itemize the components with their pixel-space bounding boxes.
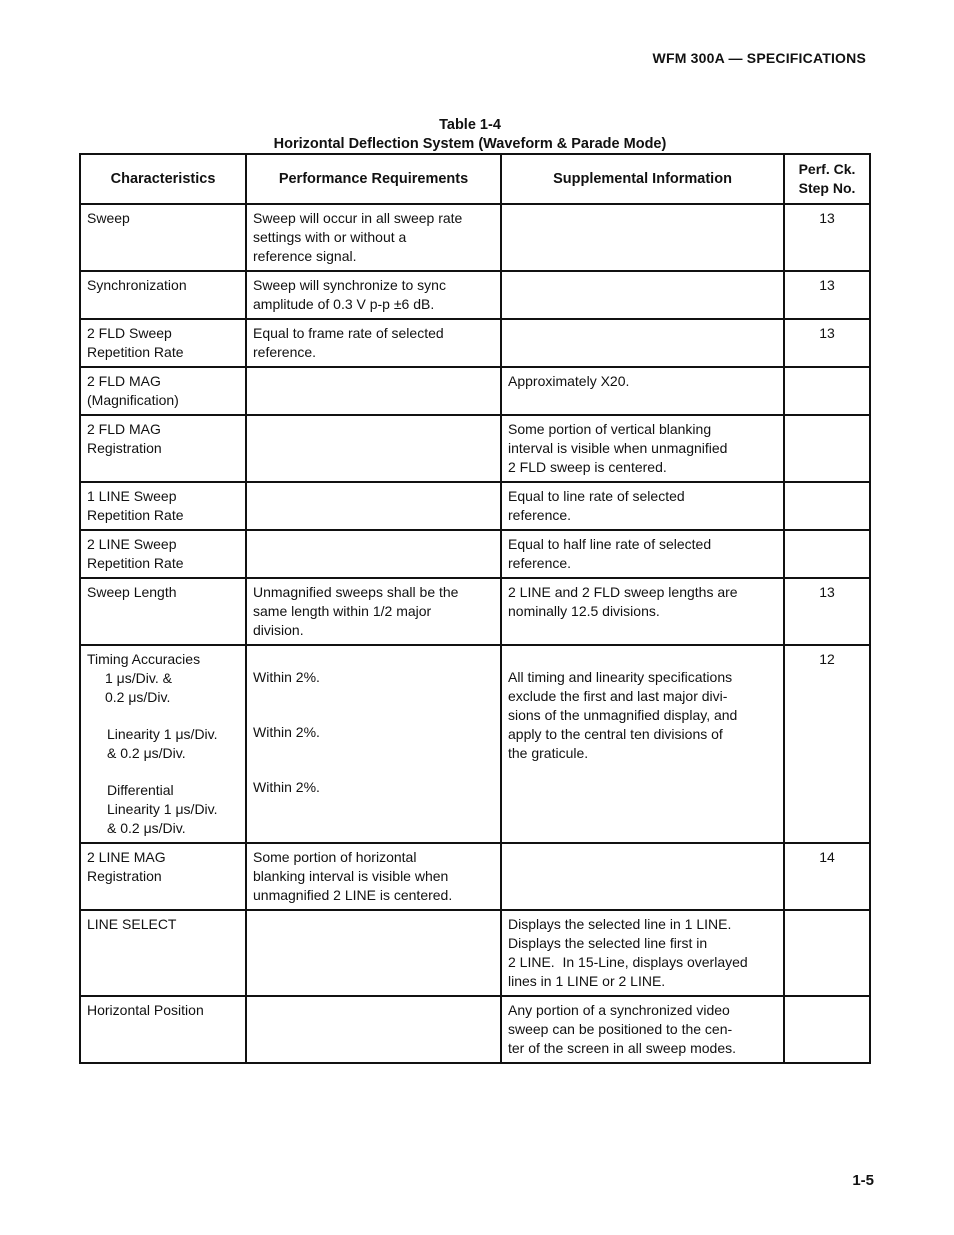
cell-step-number: 13 bbox=[784, 271, 870, 319]
cell-line: Unmagnified sweeps shall be the bbox=[253, 584, 459, 600]
cell-supplemental bbox=[501, 645, 784, 843]
cell-line: 2 LINE MAG bbox=[87, 849, 166, 865]
cell-supplemental bbox=[501, 271, 784, 319]
cell-line: 2 FLD MAG bbox=[87, 421, 161, 437]
table-row bbox=[80, 415, 870, 482]
cell-line: Sweep Length bbox=[87, 584, 177, 600]
cell-characteristic bbox=[80, 415, 246, 482]
column-header-performance: Performance Requirements bbox=[246, 154, 501, 204]
table-row bbox=[80, 367, 870, 415]
cell-line: Within 2%. bbox=[253, 724, 320, 740]
cell-line: division. bbox=[253, 622, 304, 638]
cell-supplemental bbox=[501, 910, 784, 996]
cell-performance bbox=[246, 204, 501, 271]
cell-line: Equal to half line rate of selected bbox=[508, 536, 712, 552]
cell-step-number: 12 bbox=[784, 645, 870, 843]
table-title: Horizontal Deflection System (Waveform & Parade Mode) bbox=[273, 136, 667, 152]
table-row bbox=[80, 996, 870, 1063]
cell-line: reference. bbox=[508, 555, 572, 571]
cell-line: Sweep will occur in all sweep rate bbox=[253, 210, 463, 226]
cell-line: interval is visible when unmagnified bbox=[508, 440, 728, 456]
cell-step-number: 14 bbox=[784, 843, 870, 910]
cell-line: same length within 1/2 major bbox=[253, 603, 432, 619]
cell-step-number bbox=[784, 367, 870, 415]
cell-line: & 0.2 μs/Div. bbox=[107, 820, 186, 836]
cell-line: 2 FLD Sweep bbox=[87, 325, 172, 341]
cell-line: Sweep bbox=[87, 210, 130, 226]
cell-line: Within 2%. bbox=[253, 669, 320, 685]
cell-line: sions of the unmagnified display, and bbox=[508, 707, 738, 723]
cell-supplemental bbox=[501, 843, 784, 910]
table-row bbox=[80, 843, 870, 910]
cell-line: 2 FLD sweep is centered. bbox=[508, 459, 667, 475]
column-header-step bbox=[784, 154, 870, 204]
cell-step-number: 13 bbox=[784, 319, 870, 367]
cell-performance bbox=[246, 367, 501, 415]
cell-line: Repetition Rate bbox=[87, 555, 184, 571]
cell-line: Repetition Rate bbox=[87, 344, 184, 360]
page-header: WFM 300A — SPECIFICATIONS bbox=[652, 50, 866, 66]
cell-supplemental bbox=[501, 204, 784, 271]
cell-characteristic bbox=[80, 530, 246, 578]
table-row bbox=[80, 530, 870, 578]
cell-characteristic bbox=[80, 996, 246, 1063]
cell-performance bbox=[246, 530, 501, 578]
cell-supplemental bbox=[501, 530, 784, 578]
cell-line: LINE SELECT bbox=[87, 916, 177, 932]
cell-line: reference signal. bbox=[253, 248, 357, 264]
cell-line: Synchronization bbox=[87, 277, 187, 293]
cell-characteristic bbox=[80, 843, 246, 910]
cell-line: Linearity 1 μs/Div. bbox=[107, 726, 218, 742]
specifications-table bbox=[79, 153, 871, 1064]
cell-line: & 0.2 μs/Div. bbox=[107, 745, 186, 761]
cell-line: Some portion of horizontal bbox=[253, 849, 417, 865]
cell-line: Displays the selected line first in bbox=[508, 935, 708, 951]
cell-step-number bbox=[784, 910, 870, 996]
table-row-timing-accuracies bbox=[80, 645, 870, 843]
cell-line: (Magnification) bbox=[87, 392, 179, 408]
cell-characteristic bbox=[80, 910, 246, 996]
cell-line: 2 LINE Sweep bbox=[87, 536, 177, 552]
cell-line: Some portion of vertical blanking bbox=[508, 421, 712, 437]
cell-line: unmagnified 2 LINE is centered. bbox=[253, 887, 453, 903]
cell-line: reference. bbox=[253, 344, 317, 360]
cell-line: Linearity 1 μs/Div. bbox=[107, 801, 218, 817]
cell-line: Registration bbox=[87, 868, 162, 884]
column-header-characteristics: Characteristics bbox=[80, 154, 246, 204]
cell-line: Sweep will synchronize to sync bbox=[253, 277, 446, 293]
cell-characteristic bbox=[80, 578, 246, 645]
cell-line: 1 μs/Div. & bbox=[105, 670, 172, 686]
cell-line: Equal to frame rate of selected bbox=[253, 325, 444, 341]
cell-performance bbox=[246, 578, 501, 645]
cell-characteristic bbox=[80, 319, 246, 367]
cell-line: sweep can be positioned to the cen- bbox=[508, 1021, 733, 1037]
cell-line: All timing and linearity specifications bbox=[508, 669, 733, 685]
cell-line: Approximately X20. bbox=[508, 373, 630, 389]
cell-step-number: 13 bbox=[784, 204, 870, 271]
cell-performance bbox=[246, 645, 501, 843]
cell-supplemental bbox=[501, 367, 784, 415]
cell-line: Registration bbox=[87, 440, 162, 456]
cell-characteristic bbox=[80, 204, 246, 271]
cell-performance bbox=[246, 415, 501, 482]
cell-line: Displays the selected line in 1 LINE. bbox=[508, 916, 732, 932]
cell-line: Differential bbox=[107, 782, 174, 798]
cell-line: the graticule. bbox=[508, 745, 589, 761]
cell-performance bbox=[246, 482, 501, 530]
cell-characteristic bbox=[80, 367, 246, 415]
cell-line: 0.2 μs/Div. bbox=[105, 689, 171, 705]
table-row bbox=[80, 204, 870, 271]
cell-line: nominally 12.5 divisions. bbox=[508, 603, 660, 619]
cell-performance bbox=[246, 271, 501, 319]
table-row bbox=[80, 578, 870, 645]
page-number: 1-5 bbox=[852, 1172, 874, 1189]
cell-performance bbox=[246, 996, 501, 1063]
step-header-line: Step No. bbox=[798, 180, 856, 196]
cell-step-number bbox=[784, 530, 870, 578]
cell-supplemental bbox=[501, 482, 784, 530]
cell-performance bbox=[246, 910, 501, 996]
cell-supplemental bbox=[501, 578, 784, 645]
cell-line: 2 LINE and 2 FLD sweep lengths are bbox=[508, 584, 738, 600]
cell-line: 1 LINE Sweep bbox=[87, 488, 177, 504]
cell-performance bbox=[246, 319, 501, 367]
cell-supplemental bbox=[501, 415, 784, 482]
cell-line: 2 FLD MAG bbox=[87, 373, 161, 389]
table-row bbox=[80, 910, 870, 996]
cell-step-number bbox=[784, 996, 870, 1063]
cell-line: Timing Accuracies bbox=[87, 651, 201, 667]
cell-line: reference. bbox=[508, 507, 572, 523]
cell-step-number bbox=[784, 415, 870, 482]
cell-line: blanking interval is visible when bbox=[253, 868, 449, 884]
cell-line: Any portion of a synchronized video bbox=[508, 1002, 730, 1018]
cell-characteristic bbox=[80, 645, 246, 843]
cell-performance bbox=[246, 843, 501, 910]
table-row bbox=[80, 482, 870, 530]
cell-line: settings with or without a bbox=[253, 229, 407, 245]
cell-line: Equal to line rate of selected bbox=[508, 488, 685, 504]
cell-supplemental bbox=[501, 996, 784, 1063]
cell-characteristic bbox=[80, 271, 246, 319]
table-row bbox=[80, 271, 870, 319]
step-header-line: Perf. Ck. bbox=[798, 161, 856, 177]
column-header-supplemental: Supplemental Information bbox=[501, 154, 784, 204]
cell-step-number bbox=[784, 482, 870, 530]
table-row bbox=[80, 319, 870, 367]
cell-line: amplitude of 0.3 V p-p ±6 dB. bbox=[253, 296, 435, 312]
cell-line: apply to the central ten divisions of bbox=[508, 726, 723, 742]
cell-step-number: 13 bbox=[784, 578, 870, 645]
cell-characteristic bbox=[80, 482, 246, 530]
table-header-row bbox=[80, 154, 870, 204]
cell-line: 2 LINE. In 15-Line, displays overlayed bbox=[508, 954, 748, 970]
cell-line: Repetition Rate bbox=[87, 507, 184, 523]
cell-line: exclude the first and last major divi- bbox=[508, 688, 728, 704]
cell-line: ter of the screen in all sweep modes. bbox=[508, 1040, 737, 1056]
cell-supplemental bbox=[501, 319, 784, 367]
cell-line: Horizontal Position bbox=[87, 1002, 204, 1018]
table-number: Table 1-4 bbox=[439, 117, 501, 133]
cell-line: lines in 1 LINE or 2 LINE. bbox=[508, 973, 666, 989]
cell-line: Within 2%. bbox=[253, 779, 320, 795]
